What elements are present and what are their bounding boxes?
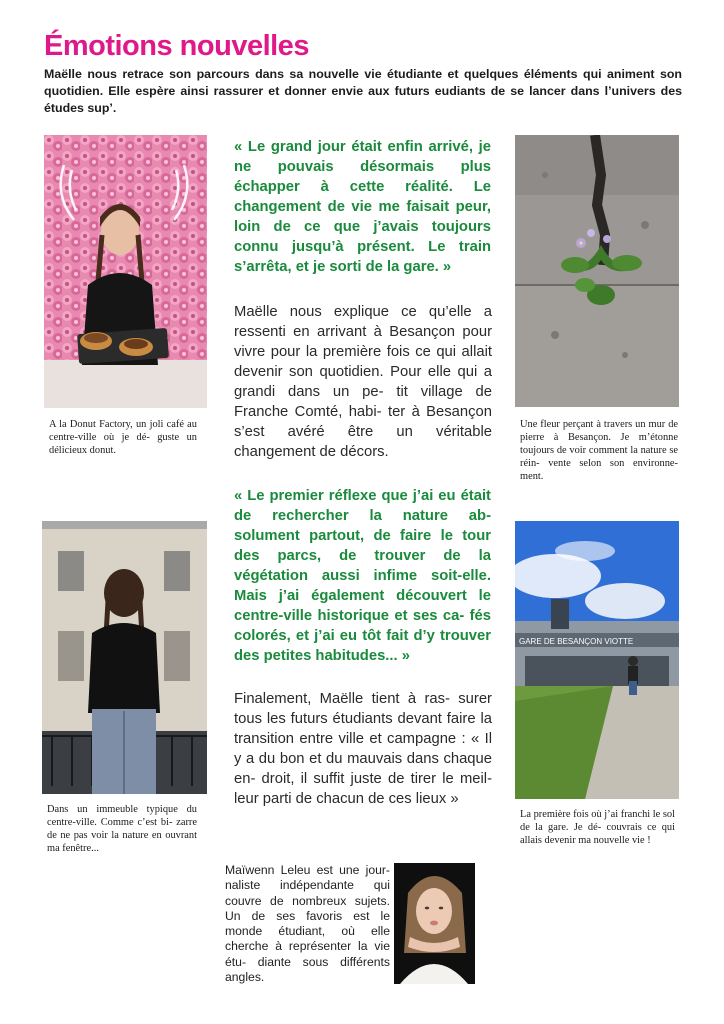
article-paragraph-1: Maëlle nous explique ce qu’elle a ressenti en arrivant à Besançon pour vivre pour la première fois ce qui allait devenir son quotidien. Pour elle qui a grandi dans un pe- tit village de Franche Comté, habi- ter à Besançon s’est avéré être un véritable changement de décors. (234, 304, 492, 460)
author-bio: Maïwenn Leleu est une jour- naliste indépendante qui couvre de nombreux sujets. Un de ses favoris est le monde étudiant, où elle cherche à représenter la vie étu- diante sous différents angles. (225, 863, 390, 985)
quote-2: « Le premier réflexe que j’ai eu était de rechercher la nature ab- solument partout, de faire le tour des parcs, de trouver de la végétation aussi infime soit-elle. Mais j’ai également découvert le centre-ville historique et ses ca- fés colorés, et j’ai eu tôt fait d’y trouver des petites habitudes... » (234, 488, 491, 664)
flower-caption: Une fleur perçant à travers un mur de pierre à Besançon. Je m’étonne toujours de voir comment la nature se réin- vente selon son environne- ment. (520, 419, 678, 482)
station-sign-text: GARE DE BESANÇON VIOTTE (519, 637, 634, 646)
window-caption: Dans un immeuble typique du centre-ville. Comme c’est bi- zarre de ne pas voir la nature en ouvrant ma fenêtre... (47, 804, 197, 854)
donut-caption: A la Donut Factory, un joli café au centre-ville où je dé- guste un délicieux donut. (49, 419, 197, 456)
intro-paragraph: Maëlle nous retrace son parcours dans sa nouvelle vie étudiante et quelques éléments qui animent son quotidien. Elle espère ainsi rassurer et donner envie aux futurs eudiants de se lancer dans l’univers des études sup’. (44, 67, 682, 115)
flower-wall-photo (515, 135, 679, 407)
window-city-photo (42, 521, 207, 794)
train-station-photo (515, 521, 679, 799)
page-title: Émotions nouvelles (44, 30, 309, 62)
author-portrait (394, 863, 475, 984)
donut-cafe-photo (44, 135, 207, 408)
article-paragraph-2: Finalement, Maëlle tient à ras- surer tous les futurs étudiants devant faire la transition entre ville et campagne : « Il y a du bon et du mauvais dans chaque en- droit, il suffit juste de tirer le meil- leur parti de chacun de ces lieux » (234, 691, 492, 807)
station-caption: La première fois où j’ai franchi le sol de la gare. Je dé- couvrais ce qui allais devenir ma nouvelle vie ! (520, 809, 675, 846)
quote-1: « Le grand jour était enfin arrivé, je ne pouvais désormais plus échapper à cette réalité. Le changement de vie me faisait peur, loin de ce que j’avais toujours connu jusqu’à présent. Le train s’arrêta, et je sorti de la gare. » (234, 139, 491, 275)
